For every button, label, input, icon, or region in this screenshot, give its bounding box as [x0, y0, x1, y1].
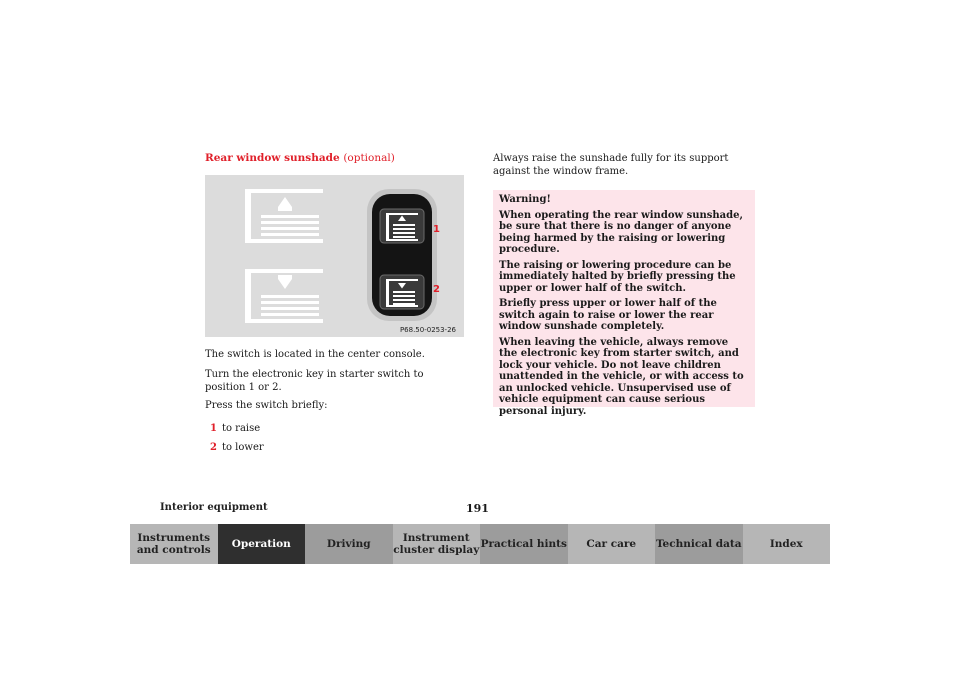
sunshade-switch-figure: [205, 175, 464, 337]
warning-paragraph: The raising or lowering procedure can be immediately halted by briefly pressing the upper or lower half of the switch.: [499, 259, 736, 294]
key-position-text: Turn the electronic key in starter switch to position 1 or 2.: [205, 369, 424, 393]
lower-symbol-icon: [245, 269, 323, 323]
warning-box: [493, 190, 755, 417]
warning-paragraph: When operating the rear window sunshade, be sure that there is no danger of anyone being harmed by the raising or lowering procedure.: [499, 209, 743, 255]
footer-section-title: Interior equipment: [160, 502, 268, 513]
location-text: The switch is located in the center console.: [205, 349, 425, 360]
warning-paragraph: When leaving the vehicle, always remove the electronic key from starter switch, and lock your vehicle. Do not leave children unattended in the vehicle, or with access to an unlocked vehicle. Unsupervised use of vehicle equipment can cause serious personal injury.: [499, 336, 744, 417]
tab-index[interactable]: Index: [743, 524, 831, 564]
tab-operation[interactable]: Operation: [218, 524, 306, 564]
list-item: [210, 423, 260, 434]
support-note: Always raise the sunshade fully for its support against the window frame.: [493, 153, 729, 177]
chapter-nav-bar: [130, 524, 830, 564]
warning-title: Warning!: [499, 194, 551, 205]
tab-driving[interactable]: Driving: [305, 524, 393, 564]
item-text: to lower: [221, 442, 264, 453]
callout-2: 2: [433, 284, 440, 295]
tab-practical-hints[interactable]: Practical hints: [480, 524, 568, 564]
section-title-text: Rear window sunshade: [205, 152, 340, 164]
item-text: to raise: [221, 423, 261, 434]
tab-car-care[interactable]: Car care: [568, 524, 656, 564]
switch-illustration: [205, 175, 464, 337]
tab-instrument-cluster-display[interactable]: Instrument cluster display: [393, 524, 481, 564]
raise-symbol-icon: [245, 189, 323, 243]
optional-tag: (optional): [343, 152, 395, 164]
warning-paragraph: Briefly press upper or lower half of the switch again to raise or lower the rear window sunshade completely.: [499, 298, 717, 332]
item-number: 2: [210, 442, 217, 453]
switch-body: [367, 189, 437, 321]
tab-instruments-and-controls[interactable]: Instruments and controls: [130, 524, 218, 564]
tab-technical-data[interactable]: Technical data: [655, 524, 743, 564]
section-title: [205, 152, 395, 164]
figure-code: P68.50-0253-26: [399, 326, 456, 334]
list-item: [210, 442, 264, 453]
page-number: 191: [466, 502, 489, 515]
press-switch-text: Press the switch briefly:: [205, 400, 328, 411]
item-number: 1: [210, 423, 217, 434]
callout-1: 1: [433, 224, 440, 235]
